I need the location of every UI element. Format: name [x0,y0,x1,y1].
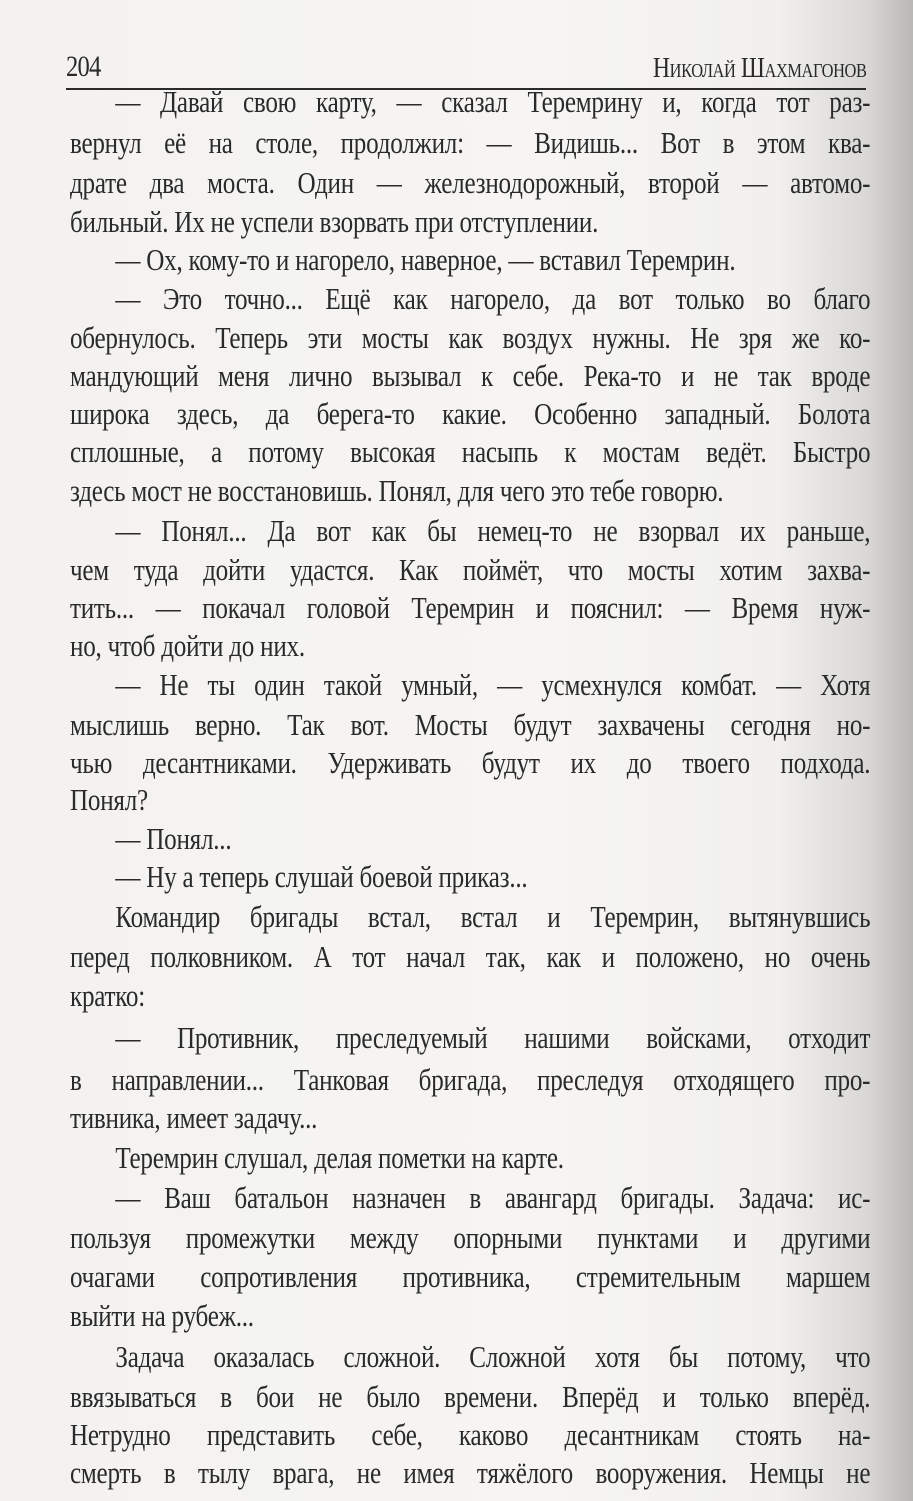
text-line: вернул её на столе, продолжил: — Видишь... Вот в этом ква- [70,125,871,160]
text-line: — Ну а теперь слушай боевой приказ... [115,859,528,894]
text-line: — Это точно... Ещё как нагорело, да вот только во благо [115,281,871,316]
text-line: но, чтоб дойти до них. [70,628,305,663]
text-line: Командир бригады встал, встал и Теремрин, вытянувшись [115,899,871,934]
text-line: драте два моста. Один — железнодорожный, второй — автомо- [70,165,871,200]
text-line: бильный. Их не успели взорвать при отступлении. [70,204,599,239]
text-line: Теремрин слушал, делая пометки на карте. [115,1140,564,1175]
text-line: — Противник, преследуемый нашими войсками, отходит [115,1020,871,1055]
text-line: здесь мост не восстановишь. Понял, для чего это тебе говорю. [70,473,724,508]
page-number: 204 [66,50,101,83]
text-line: чью десантниками. Удерживать будут их до твоего подхода. [70,745,871,780]
text-line: — Понял... [115,821,232,856]
text-line: кратко: [70,978,145,1013]
text-line: пользуя промежутки между опорными пунктами и другими [70,1220,871,1255]
text-line: — Ох, кому-то и нагорело, наверное, — вставил Теремрин. [115,242,736,277]
text-line: тивника, имеет задачу... [70,1100,318,1135]
text-line: — Давай свою карту, — сказал Теремрину и, когда тот раз- [115,84,871,119]
text-line: перед полковником. А тот начал так, как и положено, но очень [70,939,871,974]
text-line: Нетрудно представить себе, каково десантникам стоять на- [70,1417,871,1452]
text-line: — Понял... Да вот как бы немец-то не взорвал их раньше, [115,513,871,548]
text-line: ввязываться в бои не было времени. Вперёд и только вперёд. [70,1379,871,1414]
text-line: в направлении... Танковая бригада, преследуя отходящего про- [70,1062,871,1097]
text-line: Задача оказалась сложной. Сложной хотя бы потому, что [115,1339,871,1374]
text-line: мыслишь верно. Так вот. Мосты будут захвачены сегодня но- [70,707,871,742]
text-line: смерть в тылу врага, не имея тяжёлого вооружения. Немцы не [70,1455,871,1490]
text-line: широка здесь, да берега-то какие. Особенно западный. Болота [70,396,871,431]
text-line: сплошные, а потому высокая насыпь к мостам ведёт. Быстро [70,434,871,469]
text-line: выйти на рубеж... [70,1298,254,1333]
text-line: Понял? [70,782,148,817]
running-head-author: Николай Шахмагонов [652,52,866,84]
text-line: — Ваш батальон назначен в авангард бригады. Задача: ис- [115,1180,871,1215]
text-line: тить... — покачал головой Теремрин и пояснил: — Время нуж- [70,590,871,625]
text-line: чем туда дойти удастся. Как поймёт, что мосты хотим захва- [70,552,871,587]
text-line: — Не ты один такой умный, — усмехнулся комбат. — Хотя [115,667,871,702]
text-line: очагами сопротивления противника, стремительным маршем [70,1259,871,1294]
text-line: обернулось. Теперь эти мосты как воздух нужны. Не зря же ко- [70,320,871,355]
text-line: мандующий меня лично вызывал к себе. Река-то и не так вроде [70,358,871,393]
